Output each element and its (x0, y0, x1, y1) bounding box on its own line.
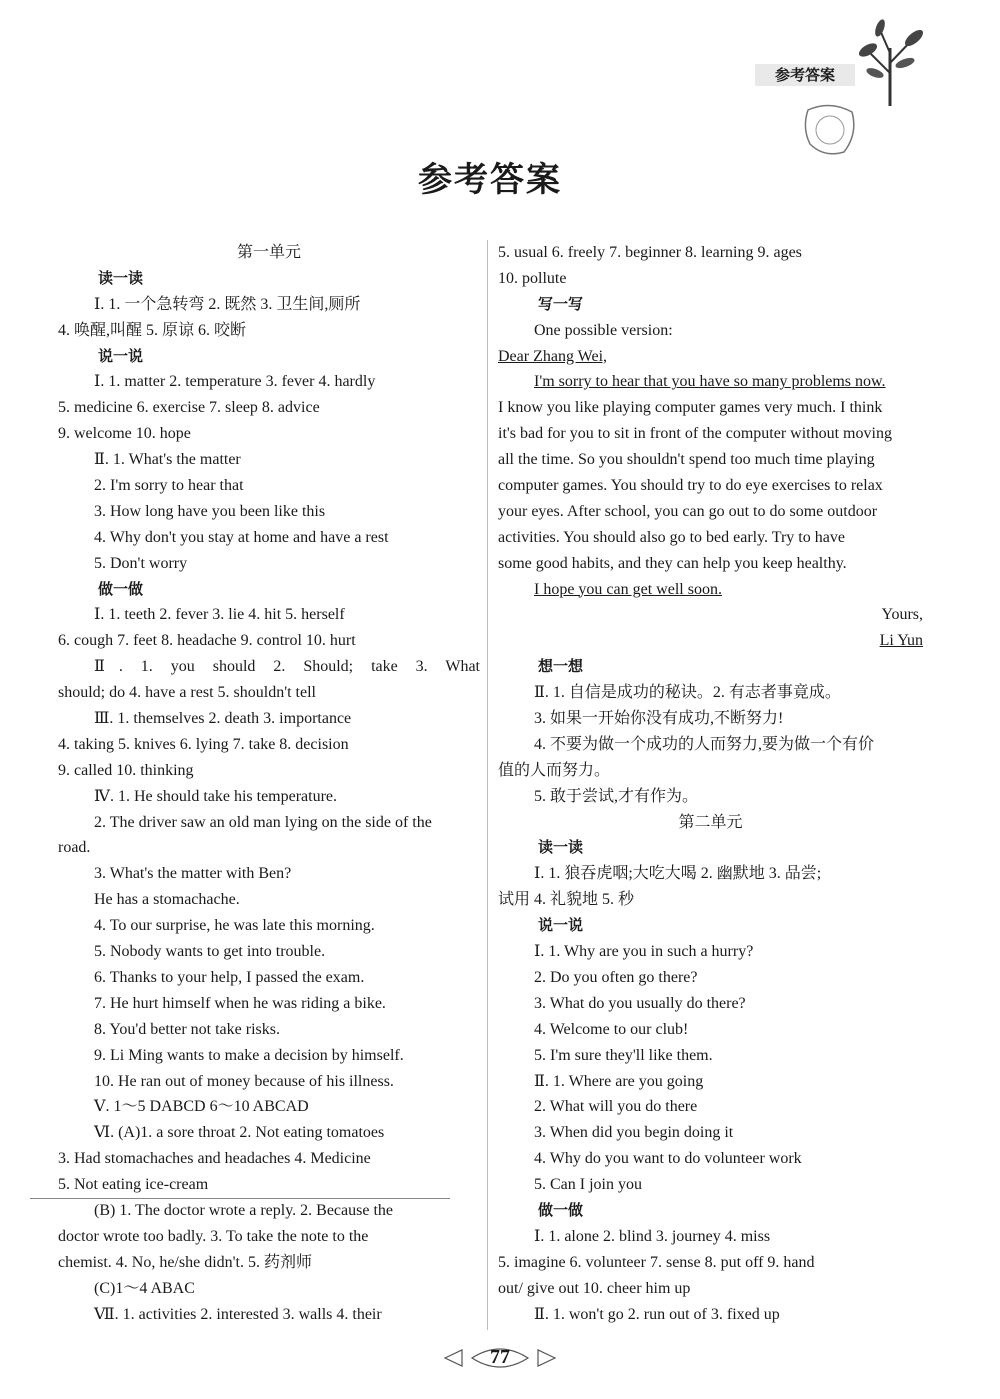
answer-line: Ⅳ. 1. He should take his temperature. (94, 787, 338, 805)
answer-line: Ⅰ. 1. 狼吞虎咽;大吃大喝 2. 幽默地 3. 品尝; (534, 865, 822, 883)
answer-line: road. (58, 839, 91, 857)
answer-line: 6. Thanks to your help, I passed the exam. (94, 968, 365, 986)
column-divider (487, 240, 488, 1330)
answer-line: 2. What will you do there (534, 1098, 698, 1116)
answer-line: 5. Nobody wants to get into trouble. (94, 943, 326, 961)
answer-line: Ⅴ. 1～5 DABCD 6～10 ABCAD (94, 1098, 309, 1116)
answer-line: Ⅰ. 1. alone 2. blind 3. journey 4. miss (534, 1227, 771, 1245)
answer-line: 5. Not eating ice-cream (58, 1176, 209, 1194)
answer-line: 10. pollute (498, 269, 567, 287)
answer-line: Ⅲ. 1. themselves 2. death 3. importance (94, 710, 352, 728)
answer-line: 4. To our surprise, he was late this morning. (94, 917, 375, 935)
header-tag (755, 58, 855, 92)
left-column (58, 240, 480, 1327)
answer-line: 说一说 (98, 346, 144, 365)
tree-icon (850, 18, 930, 108)
answer-line: 3. How long have you been like this (94, 502, 326, 520)
page-title: 参考答案 (418, 160, 562, 200)
stamp-icon (800, 100, 860, 160)
answer-line: Ⅰ. 1. matter 2. temperature 3. fever 4. hardly (94, 373, 376, 391)
answer-line: Li Yun (879, 632, 923, 650)
answer-line: One possible version: (534, 321, 673, 339)
answer-line: out/ give out 10. cheer him up (498, 1279, 691, 1297)
answer-line: 说一说 (538, 916, 584, 935)
answer-line: all the time. So you shouldn't spend too much time playing (498, 451, 875, 469)
answer-line: chemist. 4. No, he/she didn't. 5. 药剂师 (58, 1253, 312, 1271)
page-number: 77 (490, 1346, 510, 1368)
answer-line: 9. welcome 10. hope (58, 425, 191, 443)
answer-line: 读一读 (98, 268, 144, 287)
answer-line: Ⅱ. 1. Where are you going (534, 1072, 704, 1090)
answer-line: 4. Welcome to our club! (534, 1020, 689, 1038)
answer-line: 4. 唤醒,叫醒 5. 原谅 6. 咬断 (58, 321, 247, 339)
answer-line: 4. Why don't you stay at home and have a rest (94, 528, 389, 546)
answer-line: 7. He hurt himself when he was riding a bike. (94, 994, 386, 1012)
answer-line: Dear Zhang Wei, (498, 347, 608, 365)
answer-line: 5. Can I join you (534, 1176, 642, 1194)
answer-line: (C)1～4 ABAC (94, 1279, 195, 1297)
answer-line: 3. When did you begin doing it (534, 1124, 734, 1142)
answer-line: 值的人而努力。 (498, 761, 611, 779)
right-column (498, 240, 923, 1327)
answer-line: activities. You should also go to bed early. Try to have (498, 528, 845, 546)
answer-line: 5. usual 6. freely 7. beginner 8. learning 9. ages (498, 244, 802, 261)
answer-line: 读一读 (538, 838, 584, 857)
answer-line: should; do 4. have a rest 5. shouldn't tell (58, 684, 316, 702)
answer-line: (B) 1. The doctor wrote a reply. 2. Because the (94, 1201, 394, 1219)
answer-line: 3. What do you usually do there? (534, 994, 746, 1012)
answer-line: Ⅱ. 1. you should 2. Should; take 3. What (94, 658, 480, 676)
answer-line: Ⅵ. (A)1. a sore throat 2. Not eating tomatoes (94, 1124, 385, 1142)
answer-line: Ⅰ. 1. teeth 2. fever 3. lie 4. hit 5. herself (94, 606, 345, 624)
answer-line: 想一想 (538, 657, 584, 676)
answer-line: 5. 敢于尝试,才有作为。 (534, 787, 699, 805)
answer-line: 2. Do you often go there? (534, 968, 698, 986)
answer-line: 3. Had stomachaches and headaches 4. Medicine (58, 1150, 371, 1168)
answer-line: 第一单元 (236, 244, 301, 261)
answer-line: computer games. You should try to do eye exercises to relax (498, 477, 883, 495)
answer-line: 9. Li Ming wants to make a decision by himself. (94, 1046, 404, 1064)
answer-line: I'm sorry to hear that you have so many problems now. (534, 373, 886, 391)
answer-line: 5. medicine 6. exercise 7. sleep 8. advice (58, 399, 320, 417)
answer-line: Ⅰ. 1. Why are you in such a hurry? (534, 943, 754, 961)
answer-line: Ⅶ. 1. activities 2. interested 3. walls 4. their (94, 1305, 382, 1323)
answer-line: I hope you can get well soon. (534, 580, 722, 598)
answer-line: He has a stomachache. (94, 891, 240, 909)
answer-line: it's bad for you to sit in front of the computer without moving (498, 425, 892, 443)
answer-line: your eyes. After school, you can go out to do some outdoor (498, 502, 878, 520)
answer-line: Ⅰ. 1. 一个急转弯 2. 既然 3. 卫生间,厕所 (94, 295, 361, 313)
answer-line: 3. What's the matter with Ben? (94, 865, 292, 883)
answer-line: Ⅱ. 1. What's the matter (94, 451, 241, 469)
answer-line: Yours, (881, 606, 923, 624)
answer-line: 10. He ran out of money because of his illness. (94, 1072, 394, 1090)
page-number-badge (440, 1340, 560, 1376)
answer-line: 3. 如果一开始你没有成功,不断努力! (534, 710, 784, 728)
answer-line: 试用 4. 礼貌地 5. 秒 (498, 891, 635, 909)
answer-line: 5. Don't worry (94, 554, 188, 572)
answer-line: 4. Why do you want to do volunteer work (534, 1150, 802, 1168)
answer-line: doctor wrote too badly. 3. To take the note to the (58, 1227, 369, 1245)
answer-line: 2. The driver saw an old man lying on the side of the (94, 813, 432, 831)
answer-line: Ⅱ. 1. 自信是成功的秘诀。2. 有志者事竟成。 (534, 684, 841, 702)
answer-line: 做一做 (538, 1200, 584, 1219)
answer-line: 4. taking 5. knives 6. lying 7. take 8. decision (58, 735, 349, 753)
answer-line: 8. You'd better not take risks. (94, 1020, 280, 1038)
answer-line: 4. 不要为做一个成功的人而努力,要为做一个有价 (534, 735, 875, 753)
answer-line: I know you like playing computer games very much. I think (498, 399, 883, 417)
answer-line: Ⅱ. 1. won't go 2. run out of 3. fixed up (534, 1305, 780, 1323)
answer-line: 2. I'm sorry to hear that (94, 477, 244, 495)
answer-line: 9. called 10. thinking (58, 761, 194, 779)
answer-line: 6. cough 7. feet 8. headache 9. control 10. hurt (58, 632, 356, 650)
answer-line: some good habits, and they can help you keep healthy. (498, 554, 847, 572)
answer-line: 5. imagine 6. volunteer 7. sense 8. put off 9. hand (498, 1253, 815, 1271)
answer-line: 第二单元 (678, 813, 743, 831)
answer-line: 5. I'm sure they'll like them. (534, 1046, 713, 1064)
answer-line: 做一做 (98, 579, 144, 598)
answer-line: 写一写 (538, 294, 584, 313)
header-tag-label: 参考答案 (755, 64, 855, 86)
